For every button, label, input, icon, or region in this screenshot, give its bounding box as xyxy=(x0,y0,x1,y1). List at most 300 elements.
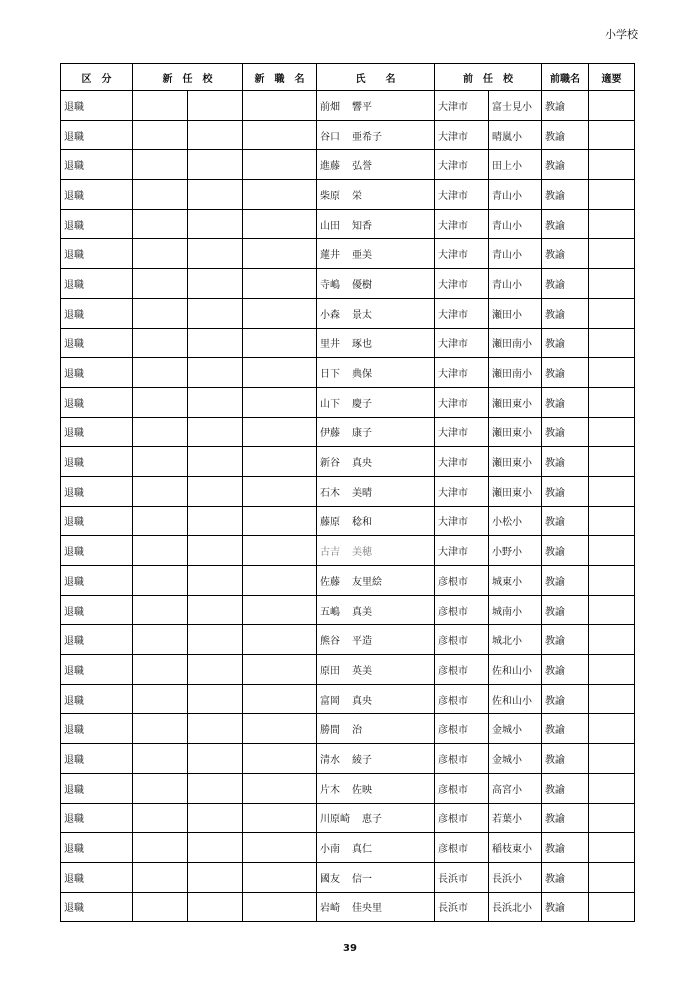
remarks-cell xyxy=(589,833,635,863)
page-number: 39 xyxy=(343,943,357,954)
family-name: 片木 xyxy=(320,784,340,796)
previous-city-cell: 彦根市 xyxy=(435,803,489,833)
previous-position-cell: 教諭 xyxy=(542,566,589,596)
new-position-cell xyxy=(243,239,317,269)
header-name: 氏 名 xyxy=(317,64,435,91)
family-name: 新谷 xyxy=(320,458,340,470)
school-type-label: 小学校 xyxy=(605,28,638,41)
table-row xyxy=(61,476,635,506)
header-previous-school: 前 任 校 xyxy=(435,64,542,91)
category-cell: 退職 xyxy=(61,328,133,358)
name-cell xyxy=(317,595,435,625)
table-row xyxy=(61,120,635,150)
new-position-cell xyxy=(243,180,317,210)
category-cell: 退職 xyxy=(61,506,133,536)
previous-city-cell: 大津市 xyxy=(435,120,489,150)
family-name: 石木 xyxy=(320,487,340,499)
family-name: 清水 xyxy=(320,754,340,766)
previous-city-cell: 大津市 xyxy=(435,476,489,506)
category-cell: 退職 xyxy=(61,684,133,714)
given-name: 真央 xyxy=(352,695,372,707)
name-cell xyxy=(317,298,435,328)
new-school-cell xyxy=(188,91,243,121)
previous-school-cell: 小野小 xyxy=(489,536,542,566)
table-row xyxy=(61,387,635,417)
previous-position-cell: 教諭 xyxy=(542,209,589,239)
previous-city-cell: 大津市 xyxy=(435,150,489,180)
given-name: 亜美 xyxy=(352,250,372,262)
given-name: 英美 xyxy=(352,665,372,677)
category-cell: 退職 xyxy=(61,91,133,121)
previous-school-cell: 青山小 xyxy=(489,180,542,210)
name-cell xyxy=(317,714,435,744)
previous-position-cell: 教諭 xyxy=(542,150,589,180)
category-cell: 退職 xyxy=(61,209,133,239)
new-school-cell xyxy=(188,684,243,714)
previous-city-cell: 大津市 xyxy=(435,417,489,447)
new-position-cell xyxy=(243,566,317,596)
previous-position-cell: 教諭 xyxy=(542,387,589,417)
previous-position-cell: 教諭 xyxy=(542,91,589,121)
category-cell: 退職 xyxy=(61,358,133,388)
remarks-cell xyxy=(589,476,635,506)
new-city-cell xyxy=(133,744,188,774)
category-cell: 退職 xyxy=(61,803,133,833)
previous-position-cell: 教諭 xyxy=(542,239,589,269)
new-city-cell xyxy=(133,595,188,625)
previous-city-cell: 大津市 xyxy=(435,506,489,536)
previous-city-cell: 彦根市 xyxy=(435,625,489,655)
previous-school-cell: 田上小 xyxy=(489,150,542,180)
remarks-cell xyxy=(589,744,635,774)
previous-position-cell: 教諭 xyxy=(542,595,589,625)
previous-position-cell: 教諭 xyxy=(542,417,589,447)
name-cell xyxy=(317,180,435,210)
previous-school-cell: 瀬田東小 xyxy=(489,387,542,417)
new-school-cell xyxy=(188,892,243,922)
previous-school-cell: 高宮小 xyxy=(489,773,542,803)
remarks-cell xyxy=(589,714,635,744)
previous-city-cell: 大津市 xyxy=(435,91,489,121)
new-city-cell xyxy=(133,862,188,892)
table-row xyxy=(61,862,635,892)
category-cell: 退職 xyxy=(61,476,133,506)
previous-city-cell: 大津市 xyxy=(435,298,489,328)
given-name: 信一 xyxy=(352,873,372,885)
remarks-cell xyxy=(589,536,635,566)
new-city-cell xyxy=(133,536,188,566)
new-school-cell xyxy=(188,150,243,180)
family-name: 里井 xyxy=(320,339,340,351)
family-name: 古吉 xyxy=(320,547,340,559)
table-row xyxy=(61,744,635,774)
previous-school-cell: 長浜北小 xyxy=(489,892,542,922)
family-name: 富岡 xyxy=(320,695,340,707)
new-school-cell xyxy=(188,862,243,892)
previous-position-cell: 教諭 xyxy=(542,714,589,744)
table-row xyxy=(61,298,635,328)
previous-school-cell: 瀬田東小 xyxy=(489,476,542,506)
previous-city-cell: 大津市 xyxy=(435,209,489,239)
header-category: 区 分 xyxy=(61,64,133,91)
previous-position-cell: 教諭 xyxy=(542,269,589,299)
table-row xyxy=(61,714,635,744)
given-name: 弘誉 xyxy=(352,161,372,173)
new-position-cell xyxy=(243,625,317,655)
new-city-cell xyxy=(133,684,188,714)
new-city-cell xyxy=(133,239,188,269)
new-school-cell xyxy=(188,506,243,536)
name-cell xyxy=(317,417,435,447)
given-name: 響平 xyxy=(352,101,372,113)
remarks-cell xyxy=(589,239,635,269)
name-cell xyxy=(317,625,435,655)
category-cell: 退職 xyxy=(61,180,133,210)
name-cell xyxy=(317,476,435,506)
family-name: 國友 xyxy=(320,873,340,885)
new-school-cell xyxy=(188,358,243,388)
previous-position-cell: 教諭 xyxy=(542,833,589,863)
name-cell xyxy=(317,833,435,863)
new-city-cell xyxy=(133,506,188,536)
remarks-cell xyxy=(589,269,635,299)
previous-city-cell: 大津市 xyxy=(435,358,489,388)
new-city-cell xyxy=(133,387,188,417)
previous-city-cell: 彦根市 xyxy=(435,595,489,625)
previous-school-cell: 若葉小 xyxy=(489,803,542,833)
new-school-cell xyxy=(188,744,243,774)
previous-city-cell: 彦根市 xyxy=(435,744,489,774)
given-name: 栄 xyxy=(352,190,362,202)
previous-school-cell: 城東小 xyxy=(489,566,542,596)
given-name: 友里絵 xyxy=(352,576,382,588)
name-cell xyxy=(317,387,435,417)
previous-city-cell: 大津市 xyxy=(435,387,489,417)
name-cell xyxy=(317,506,435,536)
category-cell: 退職 xyxy=(61,892,133,922)
remarks-cell xyxy=(589,862,635,892)
new-school-cell xyxy=(188,566,243,596)
new-position-cell xyxy=(243,744,317,774)
previous-school-cell: 青山小 xyxy=(489,269,542,299)
table-row xyxy=(61,595,635,625)
new-school-cell xyxy=(188,269,243,299)
given-name: 知香 xyxy=(352,220,372,232)
previous-school-cell: 金城小 xyxy=(489,714,542,744)
family-name: 熊谷 xyxy=(320,636,340,648)
remarks-cell xyxy=(589,655,635,685)
previous-school-cell: 瀬田東小 xyxy=(489,447,542,477)
new-city-cell xyxy=(133,773,188,803)
previous-city-cell: 彦根市 xyxy=(435,655,489,685)
given-name: 佳央里 xyxy=(352,903,382,915)
new-position-cell xyxy=(243,447,317,477)
name-cell xyxy=(317,536,435,566)
previous-city-cell: 長浜市 xyxy=(435,892,489,922)
given-name: 典保 xyxy=(352,369,372,381)
new-position-cell xyxy=(243,773,317,803)
new-position-cell xyxy=(243,387,317,417)
remarks-cell xyxy=(589,387,635,417)
given-name: 綾子 xyxy=(352,754,372,766)
previous-school-cell: 青山小 xyxy=(489,209,542,239)
family-name: 原田 xyxy=(320,665,340,677)
table-row xyxy=(61,150,635,180)
given-name: 慶子 xyxy=(352,398,372,410)
new-position-cell xyxy=(243,328,317,358)
given-name: 治 xyxy=(352,725,362,737)
new-position-cell xyxy=(243,298,317,328)
category-cell: 退職 xyxy=(61,417,133,447)
new-city-cell xyxy=(133,358,188,388)
previous-school-cell: 城北小 xyxy=(489,625,542,655)
new-city-cell xyxy=(133,566,188,596)
new-position-cell xyxy=(243,269,317,299)
previous-position-cell: 教諭 xyxy=(542,684,589,714)
new-city-cell xyxy=(133,447,188,477)
previous-school-cell: 小松小 xyxy=(489,506,542,536)
new-school-cell xyxy=(188,833,243,863)
new-school-cell xyxy=(188,803,243,833)
previous-city-cell: 彦根市 xyxy=(435,684,489,714)
family-name: 伊藤 xyxy=(320,428,340,440)
new-school-cell xyxy=(188,328,243,358)
new-position-cell xyxy=(243,655,317,685)
name-cell xyxy=(317,566,435,596)
new-city-cell xyxy=(133,833,188,863)
given-name: 亜希子 xyxy=(352,131,382,143)
previous-position-cell: 教諭 xyxy=(542,803,589,833)
remarks-cell xyxy=(589,180,635,210)
family-name: 佐藤 xyxy=(320,576,340,588)
family-name: 蓮井 xyxy=(320,250,340,262)
previous-city-cell: 大津市 xyxy=(435,328,489,358)
name-cell xyxy=(317,892,435,922)
new-school-cell xyxy=(188,773,243,803)
previous-city-cell: 彦根市 xyxy=(435,714,489,744)
previous-city-cell: 彦根市 xyxy=(435,566,489,596)
new-city-cell xyxy=(133,120,188,150)
table-row xyxy=(61,625,635,655)
family-name: 岩崎 xyxy=(320,903,340,915)
given-name: 稔和 xyxy=(352,517,372,529)
new-school-cell xyxy=(188,417,243,447)
family-name: 進藤 xyxy=(320,161,340,173)
previous-city-cell: 長浜市 xyxy=(435,862,489,892)
name-cell xyxy=(317,358,435,388)
new-position-cell xyxy=(243,536,317,566)
name-cell xyxy=(317,91,435,121)
name-cell xyxy=(317,744,435,774)
given-name: 琢也 xyxy=(352,339,372,351)
category-cell: 退職 xyxy=(61,536,133,566)
personnel-table xyxy=(60,63,635,922)
table-row xyxy=(61,536,635,566)
remarks-cell xyxy=(589,892,635,922)
remarks-cell xyxy=(589,625,635,655)
given-name: 康子 xyxy=(352,428,372,440)
new-school-cell xyxy=(188,447,243,477)
table-row xyxy=(61,417,635,447)
family-name: 山下 xyxy=(320,398,340,410)
previous-school-cell: 佐和山小 xyxy=(489,684,542,714)
table-header-row xyxy=(61,64,635,91)
previous-school-cell: 青山小 xyxy=(489,239,542,269)
table-row xyxy=(61,892,635,922)
remarks-cell xyxy=(589,595,635,625)
family-name: 柴原 xyxy=(320,190,340,202)
table-row xyxy=(61,655,635,685)
new-city-cell xyxy=(133,625,188,655)
name-cell xyxy=(317,150,435,180)
header-new-position: 新 職 名 xyxy=(243,64,317,91)
new-position-cell xyxy=(243,714,317,744)
new-city-cell xyxy=(133,180,188,210)
name-cell xyxy=(317,239,435,269)
previous-school-cell: 瀬田南小 xyxy=(489,358,542,388)
new-position-cell xyxy=(243,862,317,892)
remarks-cell xyxy=(589,566,635,596)
header-remarks: 適要 xyxy=(589,64,635,91)
previous-school-cell: 瀬田南小 xyxy=(489,328,542,358)
category-cell: 退職 xyxy=(61,744,133,774)
previous-city-cell: 彦根市 xyxy=(435,833,489,863)
remarks-cell xyxy=(589,91,635,121)
remarks-cell xyxy=(589,298,635,328)
given-name: 恵子 xyxy=(362,814,382,826)
family-name: 寺嶋 xyxy=(320,279,340,291)
category-cell: 退職 xyxy=(61,714,133,744)
new-school-cell xyxy=(188,655,243,685)
header-previous-position: 前職名 xyxy=(542,64,589,91)
new-position-cell xyxy=(243,595,317,625)
family-name: 前畑 xyxy=(320,101,340,113)
new-city-cell xyxy=(133,892,188,922)
given-name: 美晴 xyxy=(352,487,372,499)
family-name: 谷口 xyxy=(320,131,340,143)
table-row xyxy=(61,684,635,714)
table-row xyxy=(61,506,635,536)
new-position-cell xyxy=(243,209,317,239)
remarks-cell xyxy=(589,684,635,714)
new-school-cell xyxy=(188,239,243,269)
previous-position-cell: 教諭 xyxy=(542,773,589,803)
name-cell xyxy=(317,269,435,299)
category-cell: 退職 xyxy=(61,625,133,655)
previous-position-cell: 教諭 xyxy=(542,180,589,210)
new-school-cell xyxy=(188,120,243,150)
table-row xyxy=(61,773,635,803)
remarks-cell xyxy=(589,120,635,150)
family-name: 小南 xyxy=(320,844,340,856)
family-name: 川原崎 xyxy=(320,814,350,826)
name-cell xyxy=(317,447,435,477)
new-city-cell xyxy=(133,417,188,447)
table-row xyxy=(61,209,635,239)
previous-school-cell: 金城小 xyxy=(489,744,542,774)
previous-position-cell: 教諭 xyxy=(542,655,589,685)
given-name: 優樹 xyxy=(352,279,372,291)
remarks-cell xyxy=(589,328,635,358)
name-cell xyxy=(317,209,435,239)
category-cell: 退職 xyxy=(61,833,133,863)
new-position-cell xyxy=(243,506,317,536)
remarks-cell xyxy=(589,417,635,447)
category-cell: 退職 xyxy=(61,566,133,596)
table-row xyxy=(61,180,635,210)
table-row xyxy=(61,833,635,863)
family-name: 藤原 xyxy=(320,517,340,529)
previous-position-cell: 教諭 xyxy=(542,476,589,506)
new-position-cell xyxy=(243,833,317,863)
category-cell: 退職 xyxy=(61,862,133,892)
table-row xyxy=(61,328,635,358)
family-name: 日下 xyxy=(320,369,340,381)
previous-city-cell: 大津市 xyxy=(435,239,489,269)
new-school-cell xyxy=(188,595,243,625)
name-cell xyxy=(317,120,435,150)
new-school-cell xyxy=(188,536,243,566)
name-cell xyxy=(317,328,435,358)
previous-school-cell: 稲枝東小 xyxy=(489,833,542,863)
new-school-cell xyxy=(188,625,243,655)
previous-school-cell: 佐和山小 xyxy=(489,655,542,685)
new-school-cell xyxy=(188,714,243,744)
category-cell: 退職 xyxy=(61,447,133,477)
new-city-cell xyxy=(133,476,188,506)
new-school-cell xyxy=(188,476,243,506)
table-row xyxy=(61,803,635,833)
previous-school-cell: 富士見小 xyxy=(489,91,542,121)
new-city-cell xyxy=(133,269,188,299)
previous-position-cell: 教諭 xyxy=(542,892,589,922)
previous-position-cell: 教諭 xyxy=(542,744,589,774)
given-name: 平造 xyxy=(352,636,372,648)
given-name: 真央 xyxy=(352,458,372,470)
table-row xyxy=(61,269,635,299)
name-cell xyxy=(317,803,435,833)
given-name: 景太 xyxy=(352,309,372,321)
category-cell: 退職 xyxy=(61,239,133,269)
previous-city-cell: 大津市 xyxy=(435,447,489,477)
new-city-cell xyxy=(133,714,188,744)
category-cell: 退職 xyxy=(61,595,133,625)
remarks-cell xyxy=(589,803,635,833)
table-body xyxy=(61,91,635,922)
header-new-school: 新 任 校 xyxy=(133,64,243,91)
new-position-cell xyxy=(243,120,317,150)
new-city-cell xyxy=(133,150,188,180)
name-cell xyxy=(317,655,435,685)
family-name: 五嶋 xyxy=(320,606,340,618)
new-city-cell xyxy=(133,803,188,833)
table-row xyxy=(61,566,635,596)
new-school-cell xyxy=(188,298,243,328)
given-name: 真仁 xyxy=(352,844,372,856)
previous-city-cell: 大津市 xyxy=(435,536,489,566)
previous-position-cell: 教諭 xyxy=(542,862,589,892)
previous-position-cell: 教諭 xyxy=(542,506,589,536)
new-school-cell xyxy=(188,387,243,417)
new-position-cell xyxy=(243,358,317,388)
previous-city-cell: 大津市 xyxy=(435,180,489,210)
previous-school-cell: 晴嵐小 xyxy=(489,120,542,150)
remarks-cell xyxy=(589,358,635,388)
table-row xyxy=(61,239,635,269)
family-name: 小森 xyxy=(320,309,340,321)
new-position-cell xyxy=(243,476,317,506)
previous-position-cell: 教諭 xyxy=(542,536,589,566)
